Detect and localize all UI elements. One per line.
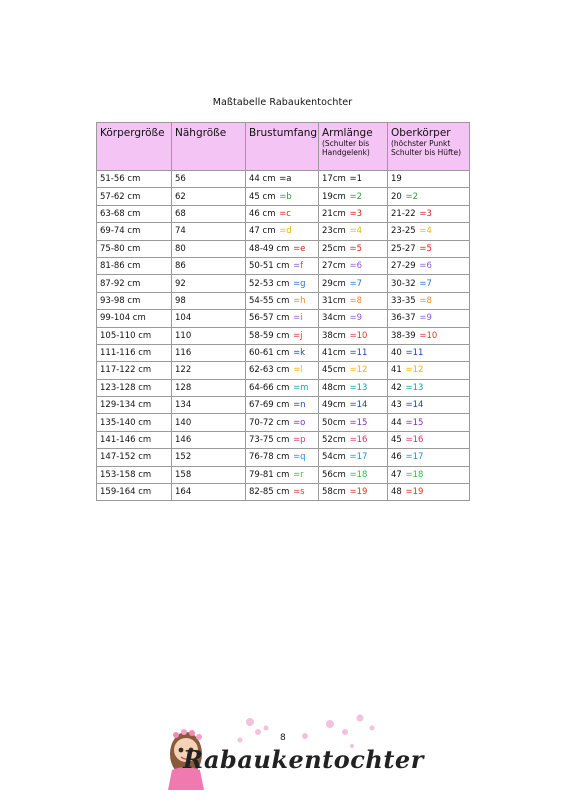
cell-body-height xyxy=(97,292,172,309)
cell-chest-value: 52-53 cm xyxy=(249,278,290,289)
cell-body-height-value: 105-110 cm xyxy=(100,330,152,341)
cell-arm-length-code: =10 xyxy=(349,330,368,341)
cell-arm-length-code: =19 xyxy=(349,487,368,498)
cell-arm-length-value: 25cm xyxy=(322,243,346,254)
cell-sewing-size-value: 86 xyxy=(175,261,186,272)
cell-body-height xyxy=(97,414,172,431)
cell-arm-length xyxy=(319,171,388,188)
cell-chest-code: =h xyxy=(293,295,306,306)
cell-body-height xyxy=(97,240,172,257)
cell-body-height xyxy=(97,431,172,448)
cell-chest-value: 62-63 cm xyxy=(249,365,290,376)
cell-upper-body xyxy=(388,414,470,431)
cell-upper-body-code: =15 xyxy=(405,417,424,428)
cell-sewing-size xyxy=(172,397,246,414)
cell-upper-body-value: 36-37 xyxy=(391,313,416,324)
cell-chest-value: 79-81 cm xyxy=(249,469,290,480)
table-row xyxy=(97,414,470,431)
cell-sewing-size-value: 164 xyxy=(175,487,192,498)
cell-arm-length-value: 48cm xyxy=(322,382,346,393)
cell-chest xyxy=(246,397,319,414)
cell-arm-length-value: 45cm xyxy=(322,365,346,376)
table-header-row xyxy=(97,123,470,171)
cell-body-height-value: 81-86 cm xyxy=(100,261,141,272)
header-arm-length-sub: (Schulter bis Handgelenk) xyxy=(322,139,370,158)
cell-upper-body-code: =3 xyxy=(419,208,432,219)
cell-sewing-size xyxy=(172,344,246,361)
table-row xyxy=(97,292,470,309)
cell-body-height xyxy=(97,449,172,466)
cell-body-height-value: 135-140 cm xyxy=(100,417,152,428)
cell-sewing-size-value: 128 xyxy=(175,382,192,393)
table-row xyxy=(97,310,470,327)
cell-sewing-size-value: 62 xyxy=(175,191,186,202)
cell-upper-body xyxy=(388,205,470,222)
cell-arm-length xyxy=(319,223,388,240)
cell-chest xyxy=(246,171,319,188)
cell-body-height xyxy=(97,205,172,222)
cell-body-height-value: 123-128 cm xyxy=(100,382,152,393)
table-row xyxy=(97,484,470,501)
cell-chest-value: 46 cm xyxy=(249,208,276,219)
cell-sewing-size xyxy=(172,466,246,483)
cell-body-height-value: 111-116 cm xyxy=(100,348,152,359)
cell-arm-length-value: 38cm xyxy=(322,330,346,341)
cell-arm-length-value: 34cm xyxy=(322,313,346,324)
cell-sewing-size-value: 152 xyxy=(175,452,192,463)
cell-upper-body-value: 41 xyxy=(391,365,402,376)
cell-chest-value: 60-61 cm xyxy=(249,348,290,359)
table-row xyxy=(97,344,470,361)
cell-upper-body-code: =18 xyxy=(405,469,424,480)
cell-sewing-size-value: 158 xyxy=(175,469,192,480)
cell-chest xyxy=(246,188,319,205)
cell-arm-length-code: =16 xyxy=(349,435,368,446)
cell-arm-length-code: =17 xyxy=(349,452,368,463)
cell-chest-value: 67-69 cm xyxy=(249,400,290,411)
cell-upper-body-value: 33-35 xyxy=(391,295,416,306)
cell-sewing-size-value: 104 xyxy=(175,313,192,324)
cell-body-height xyxy=(97,344,172,361)
cell-sewing-size xyxy=(172,431,246,448)
cell-body-height xyxy=(97,310,172,327)
cell-sewing-size-value: 68 xyxy=(175,208,186,219)
cell-chest xyxy=(246,431,319,448)
header-upper-body-sub: (höchster Punkt Schulter bis Hüfte) xyxy=(391,139,462,158)
table-row xyxy=(97,379,470,396)
cell-chest-code: =m xyxy=(293,382,309,393)
cell-body-height-value: 87-92 cm xyxy=(100,278,141,289)
brand-logo: Rabaukentochter xyxy=(183,745,424,774)
cell-chest xyxy=(246,414,319,431)
cell-upper-body xyxy=(388,466,470,483)
cell-body-height-value: 63-68 cm xyxy=(100,208,141,219)
cell-sewing-size xyxy=(172,362,246,379)
cell-arm-length-code: =13 xyxy=(349,382,368,393)
cell-chest xyxy=(246,327,319,344)
cell-upper-body-value: 48 xyxy=(391,487,402,498)
cell-upper-body-value: 27-29 xyxy=(391,261,416,272)
cell-upper-body-value: 45 xyxy=(391,435,402,446)
cell-arm-length-code: =15 xyxy=(349,417,368,428)
cell-sewing-size xyxy=(172,292,246,309)
cell-arm-length-code: =4 xyxy=(349,226,363,237)
cell-chest-code: =b xyxy=(279,191,292,202)
cell-body-height xyxy=(97,466,172,483)
cell-arm-length-value: 23cm xyxy=(322,226,346,237)
cell-arm-length-value: 54cm xyxy=(322,452,346,463)
cell-upper-body xyxy=(388,223,470,240)
cell-arm-length-code: =6 xyxy=(349,261,363,272)
cell-chest-code: =c xyxy=(279,208,291,219)
cell-arm-length-value: 56cm xyxy=(322,469,346,480)
cell-chest-value: 48-49 cm xyxy=(249,243,290,254)
cell-sewing-size xyxy=(172,240,246,257)
cell-chest-value: 50-51 cm xyxy=(249,261,290,272)
cell-upper-body-code: =10 xyxy=(419,330,438,341)
cell-sewing-size xyxy=(172,414,246,431)
cell-body-height-value: 69-74 cm xyxy=(100,226,141,237)
cell-arm-length xyxy=(319,414,388,431)
cell-arm-length-code: =9 xyxy=(349,313,363,324)
cell-arm-length-value: 27cm xyxy=(322,261,346,272)
cell-body-height-value: 153-158 cm xyxy=(100,469,152,480)
cell-sewing-size xyxy=(172,223,246,240)
cell-upper-body xyxy=(388,257,470,274)
cell-sewing-size-value: 98 xyxy=(175,295,186,306)
cell-sewing-size-value: 122 xyxy=(175,365,192,376)
cell-upper-body-code: =12 xyxy=(405,365,424,376)
cell-chest xyxy=(246,484,319,501)
cell-chest-value: 44 cm xyxy=(249,174,276,185)
cell-chest xyxy=(246,240,319,257)
table-row xyxy=(97,431,470,448)
table-row xyxy=(97,205,470,222)
cell-body-height-value: 75-80 cm xyxy=(100,243,141,254)
cell-body-height-value: 159-164 cm xyxy=(100,487,152,498)
cell-upper-body-value: 20 xyxy=(391,191,402,202)
cell-arm-length-value: 19cm xyxy=(322,191,346,202)
cell-chest-code: =a xyxy=(279,174,292,185)
cell-arm-length xyxy=(319,466,388,483)
table-row xyxy=(97,240,470,257)
cell-arm-length xyxy=(319,257,388,274)
cell-upper-body-value: 43 xyxy=(391,400,402,411)
cell-body-height xyxy=(97,362,172,379)
blossom-decoration xyxy=(238,715,375,749)
cell-chest-code: =p xyxy=(293,435,306,446)
cell-body-height xyxy=(97,223,172,240)
cell-upper-body xyxy=(388,292,470,309)
cell-body-height xyxy=(97,484,172,501)
cell-arm-length xyxy=(319,449,388,466)
table-row xyxy=(97,397,470,414)
cell-arm-length-code: =14 xyxy=(349,400,368,411)
cell-chest-code: =s xyxy=(293,487,305,498)
cell-arm-length-value: 58cm xyxy=(322,487,346,498)
cell-upper-body-code: =19 xyxy=(405,487,424,498)
cell-upper-body-value: 25-27 xyxy=(391,243,416,254)
cell-upper-body xyxy=(388,397,470,414)
cell-sewing-size-value: 56 xyxy=(175,174,186,185)
cell-arm-length xyxy=(319,292,388,309)
cell-sewing-size xyxy=(172,171,246,188)
table-row xyxy=(97,223,470,240)
size-table xyxy=(96,122,470,501)
cell-body-height xyxy=(97,257,172,274)
cell-arm-length-code: =11 xyxy=(349,348,368,359)
cell-upper-body-code: =11 xyxy=(405,348,424,359)
cell-arm-length-value: 52cm xyxy=(322,435,346,446)
cell-upper-body xyxy=(388,240,470,257)
cell-upper-body-value: 23-25 xyxy=(391,226,416,237)
cell-chest-value: 47 cm xyxy=(249,226,276,237)
cell-sewing-size xyxy=(172,257,246,274)
cell-chest xyxy=(246,344,319,361)
cell-upper-body-value: 47 xyxy=(391,469,402,480)
cell-upper-body xyxy=(388,188,470,205)
cell-sewing-size-value: 80 xyxy=(175,243,186,254)
table-row xyxy=(97,171,470,188)
cell-chest-code: =d xyxy=(279,226,292,237)
cell-arm-length xyxy=(319,188,388,205)
cell-sewing-size xyxy=(172,275,246,292)
cell-chest-value: 58-59 cm xyxy=(249,330,290,341)
cell-upper-body xyxy=(388,275,470,292)
cell-chest xyxy=(246,310,319,327)
cell-chest xyxy=(246,223,319,240)
cell-arm-length xyxy=(319,431,388,448)
cell-sewing-size-value: 146 xyxy=(175,435,192,446)
cell-body-height-value: 117-122 cm xyxy=(100,365,152,376)
cell-chest-code: =g xyxy=(293,278,306,289)
cell-arm-length-value: 31cm xyxy=(322,295,346,306)
cell-arm-length xyxy=(319,484,388,501)
cell-arm-length-code: =8 xyxy=(349,295,363,306)
cell-sewing-size-value: 116 xyxy=(175,348,192,359)
cell-arm-length-code: =7 xyxy=(349,278,363,289)
cell-body-height xyxy=(97,275,172,292)
cell-arm-length xyxy=(319,240,388,257)
cell-sewing-size-value: 140 xyxy=(175,417,192,428)
cell-upper-body-value: 21-22 xyxy=(391,208,416,219)
header-body-height: Körpergröße xyxy=(97,123,172,171)
cell-sewing-size xyxy=(172,310,246,327)
cell-body-height-value: 141-146 cm xyxy=(100,435,152,446)
cell-chest xyxy=(246,362,319,379)
cell-sewing-size xyxy=(172,327,246,344)
cell-chest xyxy=(246,205,319,222)
cell-chest-code: =n xyxy=(293,400,306,411)
cell-chest xyxy=(246,379,319,396)
table-row xyxy=(97,327,470,344)
cell-chest-code: =k xyxy=(293,348,306,359)
cell-upper-body-code: =6 xyxy=(419,261,432,272)
cell-arm-length-value: 29cm xyxy=(322,278,346,289)
cell-upper-body-value: 38-39 xyxy=(391,330,416,341)
cell-upper-body-value: 30-32 xyxy=(391,278,416,289)
cell-arm-length xyxy=(319,379,388,396)
cell-chest-code: =e xyxy=(293,243,306,254)
table-title: Maßtabelle Rabaukentochter xyxy=(212,97,353,108)
cell-chest-value: 54-55 cm xyxy=(249,295,290,306)
cell-chest xyxy=(246,275,319,292)
cell-chest xyxy=(246,292,319,309)
cell-arm-length xyxy=(319,275,388,292)
table-row xyxy=(97,466,470,483)
cell-arm-length xyxy=(319,310,388,327)
cell-sewing-size xyxy=(172,484,246,501)
cell-body-height-value: 99-104 cm xyxy=(100,313,146,324)
cell-upper-body xyxy=(388,171,470,188)
cell-chest-code: =q xyxy=(293,452,306,463)
cell-upper-body xyxy=(388,362,470,379)
cell-body-height xyxy=(97,188,172,205)
cell-arm-length-code: =1 xyxy=(349,174,363,185)
cell-arm-length-value: 49cm xyxy=(322,400,346,411)
cell-chest-code: =j xyxy=(293,330,303,341)
cell-upper-body-code: =17 xyxy=(405,452,424,463)
cell-sewing-size-value: 74 xyxy=(175,226,186,237)
cell-chest-code: =l xyxy=(293,365,303,376)
header-arm-length: Armlänge (Schulter bis Handgelenk) xyxy=(319,123,388,171)
cell-body-height-value: 147-152 cm xyxy=(100,452,152,463)
cell-sewing-size-value: 92 xyxy=(175,278,186,289)
cell-body-height-value: 51-56 cm xyxy=(100,174,141,185)
cell-sewing-size xyxy=(172,205,246,222)
cell-arm-length xyxy=(319,205,388,222)
cell-upper-body-code: =7 xyxy=(419,278,432,289)
header-sewing-size: Nähgröße xyxy=(172,123,246,171)
cell-sewing-size xyxy=(172,379,246,396)
cell-upper-body xyxy=(388,431,470,448)
cell-chest-value: 70-72 cm xyxy=(249,417,290,428)
cell-upper-body-code: =9 xyxy=(419,313,432,324)
cell-arm-length-code: =3 xyxy=(349,208,363,219)
cell-upper-body-value: 46 xyxy=(391,452,402,463)
cell-arm-length xyxy=(319,397,388,414)
cell-upper-body xyxy=(388,484,470,501)
cell-upper-body-value: 40 xyxy=(391,348,402,359)
cell-sewing-size-value: 134 xyxy=(175,400,192,411)
table-row xyxy=(97,275,470,292)
cell-chest xyxy=(246,466,319,483)
cell-chest-value: 64-66 cm xyxy=(249,382,290,393)
cell-upper-body-code: =2 xyxy=(405,191,419,202)
cell-body-height xyxy=(97,171,172,188)
cell-body-height xyxy=(97,397,172,414)
cell-arm-length-code: =5 xyxy=(349,243,363,254)
cell-upper-body xyxy=(388,327,470,344)
cell-sewing-size xyxy=(172,449,246,466)
cell-upper-body-code: =16 xyxy=(405,435,424,446)
cell-arm-length-value: 41cm xyxy=(322,348,346,359)
cell-upper-body-code: =13 xyxy=(405,382,424,393)
cell-chest xyxy=(246,449,319,466)
cell-arm-length-value: 17cm xyxy=(322,174,346,185)
cell-chest-code: =i xyxy=(293,313,303,324)
cell-body-height-value: 57-62 cm xyxy=(100,191,141,202)
cell-upper-body xyxy=(388,379,470,396)
cell-body-height xyxy=(97,379,172,396)
cell-arm-length xyxy=(319,362,388,379)
cell-sewing-size xyxy=(172,188,246,205)
cell-chest-value: 45 cm xyxy=(249,191,276,202)
cell-body-height-value: 129-134 cm xyxy=(100,400,152,411)
cell-arm-length-value: 21cm xyxy=(322,208,346,219)
cell-upper-body xyxy=(388,310,470,327)
cell-upper-body xyxy=(388,344,470,361)
cell-upper-body-value: 42 xyxy=(391,382,402,393)
cell-arm-length-code: =18 xyxy=(349,469,368,480)
table-row xyxy=(97,362,470,379)
cell-arm-length xyxy=(319,344,388,361)
cell-arm-length-code: =2 xyxy=(349,191,363,202)
cell-arm-length-code: =12 xyxy=(349,365,368,376)
cell-upper-body-code: =5 xyxy=(419,243,432,254)
cell-chest-value: 76-78 cm xyxy=(249,452,290,463)
header-upper-body: Oberkörper (höchster Punkt Schulter bis Hüfte) xyxy=(388,123,470,171)
table-row xyxy=(97,188,470,205)
cell-body-height-value: 93-98 cm xyxy=(100,295,141,306)
cell-upper-body-value: 44 xyxy=(391,417,402,428)
cell-sewing-size-value: 110 xyxy=(175,330,192,341)
page-number: 8 xyxy=(280,733,286,743)
cell-arm-length xyxy=(319,327,388,344)
cell-chest-value: 82-85 cm xyxy=(249,487,290,498)
cell-chest-code: =r xyxy=(293,469,304,480)
table-row xyxy=(97,449,470,466)
cell-chest-value: 56-57 cm xyxy=(249,313,290,324)
cell-chest-value: 73-75 cm xyxy=(249,435,290,446)
cell-upper-body-code: =14 xyxy=(405,400,424,411)
cell-upper-body-code: =8 xyxy=(419,295,432,306)
header-chest: Brustumfang xyxy=(246,123,319,171)
cell-upper-body xyxy=(388,449,470,466)
cell-chest xyxy=(246,257,319,274)
cell-body-height xyxy=(97,327,172,344)
cell-chest-code: =f xyxy=(293,261,304,272)
cell-chest-code: =o xyxy=(293,417,306,428)
cell-upper-body-code: =4 xyxy=(419,226,432,237)
table-row xyxy=(97,257,470,274)
cell-upper-body-value: 19 xyxy=(391,174,402,185)
cell-arm-length-value: 50cm xyxy=(322,417,346,428)
